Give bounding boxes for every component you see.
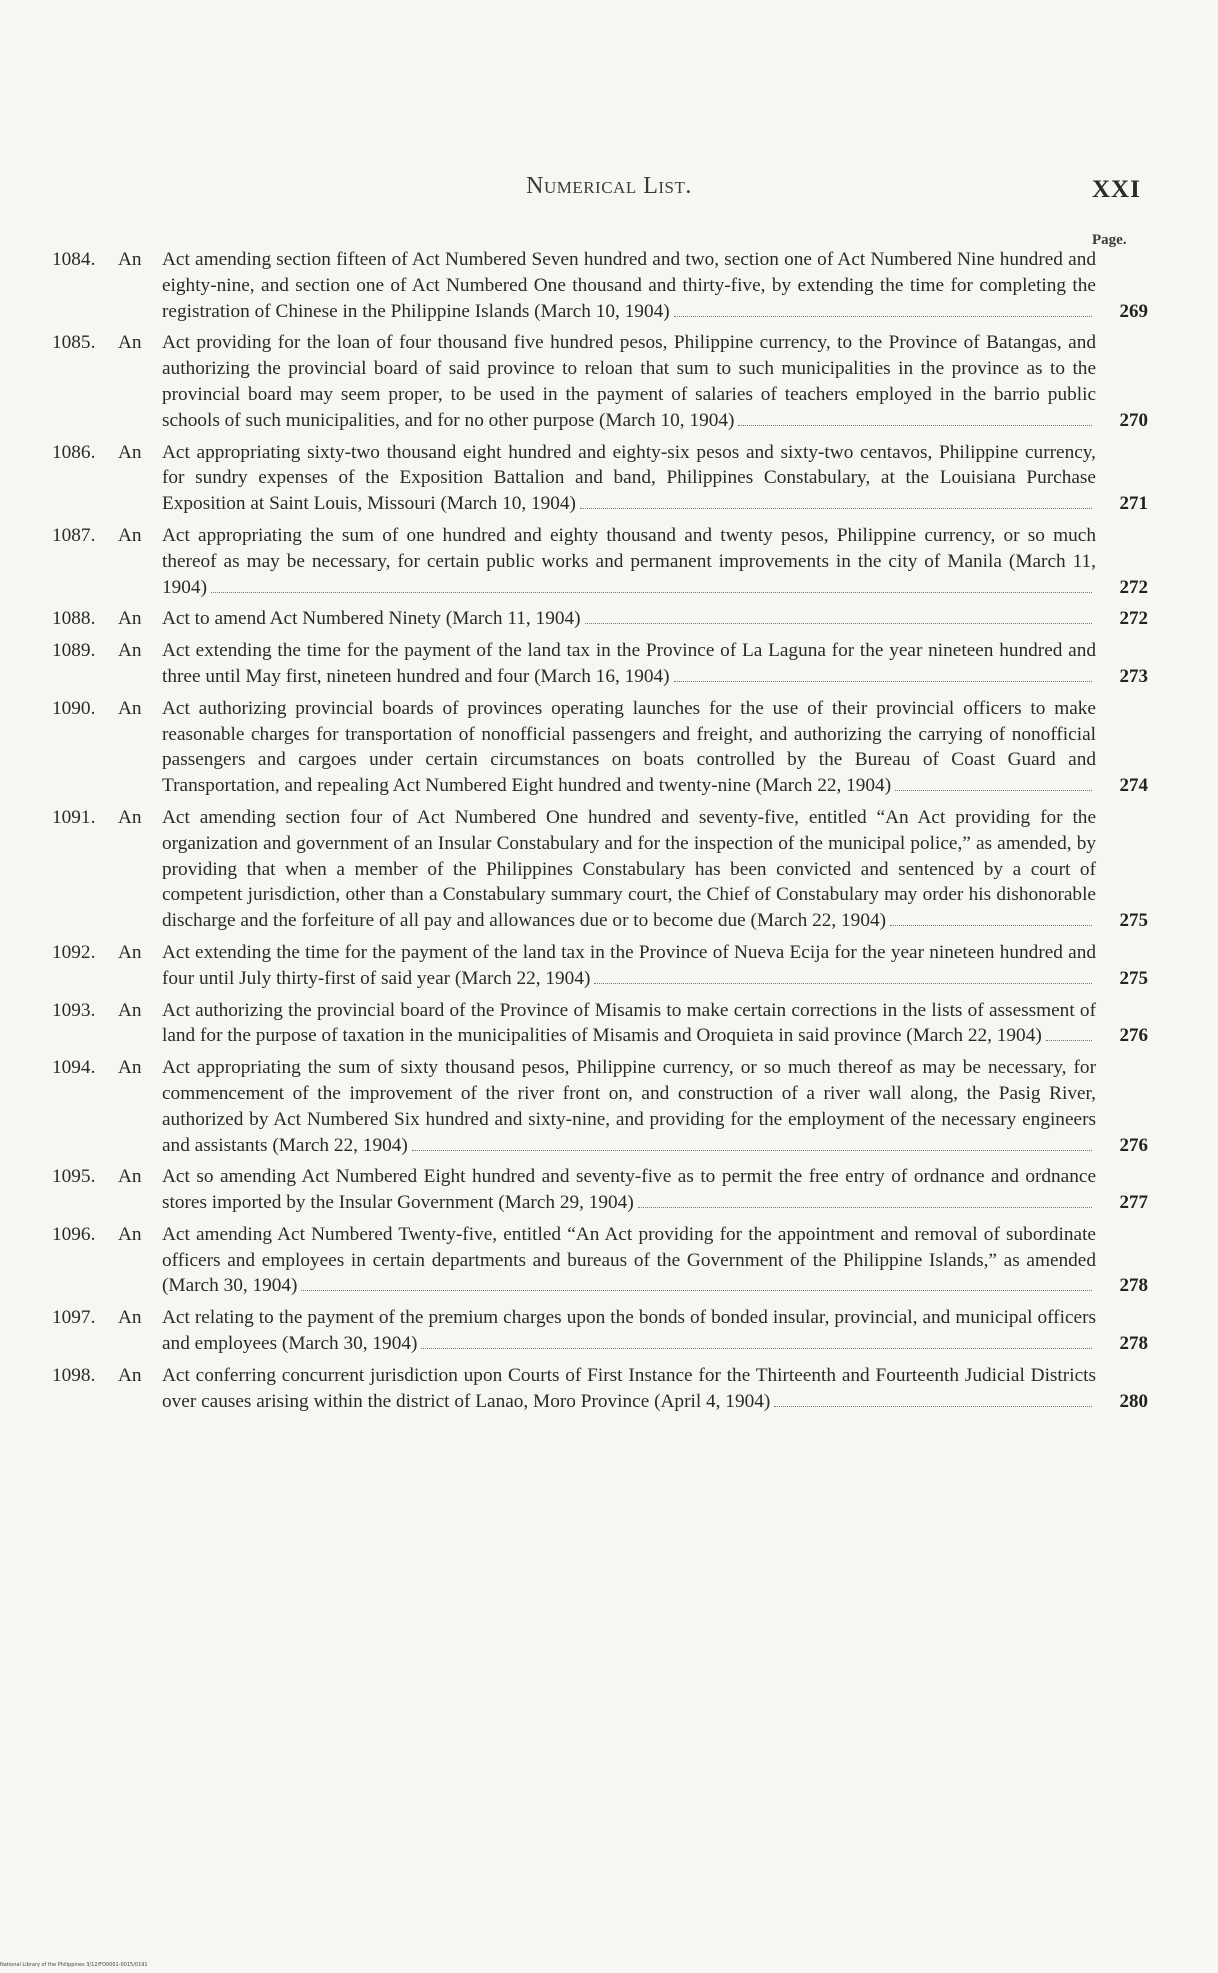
- act-description: Act extending the time for the payment of the land tax in the Province of La Laguna for the year nineteen hundred and three until May first, nineteen hundred and four (March 16, 1904): [162, 640, 1096, 687]
- act-description: Act so amending Act Numbered Eight hundred and seventy-five as to permit the free entry of ordnance and ordnance stores imported by the Insular Government (March 29, 1904): [162, 1166, 1096, 1214]
- act-prefix: An: [118, 697, 142, 719]
- act-number: 1093.: [52, 999, 96, 1021]
- act-description: Act extending the time for the payment of the land tax in the Province of Nueva Ecija for the year nineteen hundred and four until July thirty-first of said year (March 22, 1904): [162, 941, 1096, 989]
- act-description: Act amending section four of Act Numbered One hundred and seventy-five, entitled “An Act providing for the organization and government of an Insular Constabulary and for the inspection of the municipal police,” as amended, by providing that when a member of the Philippines Constabulary has been convicted and sentenced by a court of competent jurisdiction, other than a Constabulary summary court, the Chief of Constabulary may order his dishonorable discharge and the forfeiture of all pay and allowances due or to become due (March 22, 1904): [162, 806, 1096, 932]
- dot-leader: [774, 1405, 1092, 1407]
- list-item: [52, 696, 1152, 799]
- page-reference: 276: [1119, 1134, 1148, 1156]
- act-number: 1091.: [52, 806, 96, 828]
- list-item: [52, 1363, 1152, 1415]
- list-item: [52, 330, 1152, 433]
- act-prefix: An: [118, 524, 142, 546]
- page-reference: 277: [1119, 1192, 1148, 1214]
- act-prefix: An: [118, 332, 142, 354]
- page-column-label: Page.: [1092, 232, 1127, 248]
- act-number: 1089.: [52, 640, 96, 662]
- act-prefix: An: [118, 1364, 142, 1386]
- page-reference: 272: [1119, 608, 1148, 630]
- list-item: [52, 1164, 1152, 1216]
- act-description: Act to amend Act Numbered Ninety (March 11, 1904): [162, 608, 581, 630]
- list-item: [52, 606, 1152, 632]
- page-reference: 269: [1119, 300, 1148, 322]
- list-item: [52, 1305, 1152, 1357]
- dot-leader: [638, 1206, 1092, 1208]
- page-reference: 276: [1119, 1025, 1148, 1047]
- dot-leader: [1046, 1039, 1092, 1041]
- dot-leader: [890, 924, 1092, 926]
- list-item: [52, 247, 1152, 324]
- list-item: [52, 940, 1152, 992]
- dot-leader: [421, 1347, 1092, 1349]
- act-prefix: An: [118, 941, 142, 963]
- dot-leader: [674, 680, 1092, 682]
- list-item: [52, 1055, 1152, 1158]
- act-prefix: An: [118, 1057, 142, 1079]
- page-title: Numerical List.: [526, 173, 692, 199]
- list-item: [52, 998, 1152, 1050]
- page-reference: 278: [1119, 1275, 1148, 1297]
- act-description: Act amending Act Numbered Twenty-five, entitled “An Act providing for the appointment and removal of subordinate officers and employees in certain departments and bureaus of the Government of the Philippine Islands,” as amended (March 30, 1904): [162, 1223, 1096, 1297]
- dot-leader: [412, 1149, 1092, 1151]
- dot-leader: [301, 1289, 1092, 1291]
- act-prefix: An: [118, 999, 142, 1021]
- page-reference: 275: [1119, 967, 1148, 989]
- page-reference: 272: [1119, 576, 1148, 598]
- act-number: 1084.: [52, 249, 96, 270]
- act-description: Act appropriating the sum of sixty thousand pesos, Philippine currency, or so much thereof as may be necessary, for commencement of the improvement of the river front on, and construction of a river wall along, the Pasig River, authorized by Act Numbered Six hundred and sixty-nine, and providing for the employment of the necessary engineers and assistants (March 22, 1904): [162, 1057, 1096, 1156]
- act-description: Act amending section fifteen of Act Numbered Seven hundred and two, section one of Act Numbered Nine hundred and eighty-nine, and section one of Act Numbered One thousand and thirty-five, by extending the time for completing the registration of Chinese in the Philippine Islands (March 10, 1904): [162, 249, 1096, 322]
- dot-leader: [674, 315, 1092, 317]
- act-number: 1094.: [52, 1057, 96, 1079]
- act-number: 1088.: [52, 608, 96, 630]
- page-number-roman: XXI: [1092, 176, 1141, 203]
- act-prefix: An: [118, 806, 142, 828]
- page-reference: 273: [1119, 665, 1148, 687]
- act-number: 1096.: [52, 1223, 96, 1245]
- act-description: Act appropriating the sum of one hundred and eighty thousand and twenty pesos, Philippine currency, or so much thereof as may be necessary, for certain public works and permanent improvements in the city of Manila (March 11, 1904): [162, 524, 1096, 598]
- act-prefix: An: [118, 1223, 142, 1245]
- page-reference: 270: [1119, 409, 1148, 431]
- act-number: 1097.: [52, 1307, 96, 1329]
- act-prefix: An: [118, 249, 142, 270]
- page-reference: 271: [1119, 493, 1148, 515]
- act-prefix: An: [118, 1166, 142, 1188]
- page-reference: 278: [1119, 1333, 1148, 1355]
- act-description: Act authorizing the provincial board of the Province of Misamis to make certain corrections in the lists of assessment of land for the purpose of taxation in the municipalities of Misamis and Oroquieta in said province (March 22, 1904): [162, 999, 1096, 1047]
- act-description: Act providing for the loan of four thousand five hundred pesos, Philippine currency, to the Province of Batangas, and authorizing the provincial board of said province to reloan that sum to such municipalities in the province as to the provincial board may seem proper, to be used in the payment of salaries of teachers employed in the barrio public schools of such municipalities, and for no other purpose (March 10, 1904): [162, 332, 1096, 431]
- act-number: 1095.: [52, 1166, 96, 1188]
- footer-credit: National Library of the Philippines 3/12/FO0001-0015/0191: [0, 1962, 148, 1968]
- list-item: [52, 523, 1152, 600]
- act-description: Act appropriating sixty-two thousand eight hundred and eighty-six pesos and sixty-two centavos, Philippine currency, for sundry expenses of the Exposition Battalion and band, Philippines Constabulary, at the Louisiana Purchase Exposition at Saint Louis, Missouri (March 10, 1904): [162, 441, 1096, 515]
- page-reference: 274: [1119, 775, 1148, 797]
- act-number: 1087.: [52, 524, 96, 546]
- act-number: 1090.: [52, 697, 96, 719]
- act-prefix: An: [118, 640, 142, 662]
- act-number: 1085.: [52, 332, 96, 354]
- act-list: [52, 247, 1152, 1420]
- act-description: Act authorizing provincial boards of provinces operating launches for the use of their provincial officers to make reasonable charges for transportation of nonofficial passengers and freight, and authorizing the carrying of nonofficial passengers and cargoes under certain circumstances on boats controlled by the Bureau of Coast Guard and Transportation, and repealing Act Numbered Eight hundred and twenty-nine (March 22, 1904): [162, 697, 1096, 797]
- dot-leader: [580, 507, 1092, 509]
- list-item: [52, 805, 1152, 934]
- act-number: 1086.: [52, 441, 96, 463]
- act-prefix: An: [118, 441, 142, 463]
- dot-leader: [585, 622, 1092, 624]
- list-item: [52, 638, 1152, 690]
- list-item: [52, 440, 1152, 517]
- act-number: 1098.: [52, 1364, 96, 1386]
- dot-leader: [594, 982, 1092, 984]
- act-prefix: An: [118, 608, 142, 630]
- act-prefix: An: [118, 1307, 142, 1329]
- page-reference: 275: [1119, 910, 1148, 932]
- act-number: 1092.: [52, 941, 96, 963]
- act-description: Act relating to the payment of the premium charges upon the bonds of bonded insular, provincial, and municipal officers and employees (March 30, 1904): [162, 1307, 1096, 1355]
- list-item: [52, 1222, 1152, 1299]
- act-description: Act conferring concurrent jurisdiction upon Courts of First Instance for the Thirteenth and Fourteenth Judicial Districts over causes arising within the district of Lanao, Moro Province (April 4, 1904): [162, 1364, 1096, 1412]
- dot-leader: [211, 591, 1092, 593]
- dot-leader: [895, 789, 1092, 791]
- page-reference: 280: [1119, 1390, 1148, 1412]
- dot-leader: [738, 424, 1092, 426]
